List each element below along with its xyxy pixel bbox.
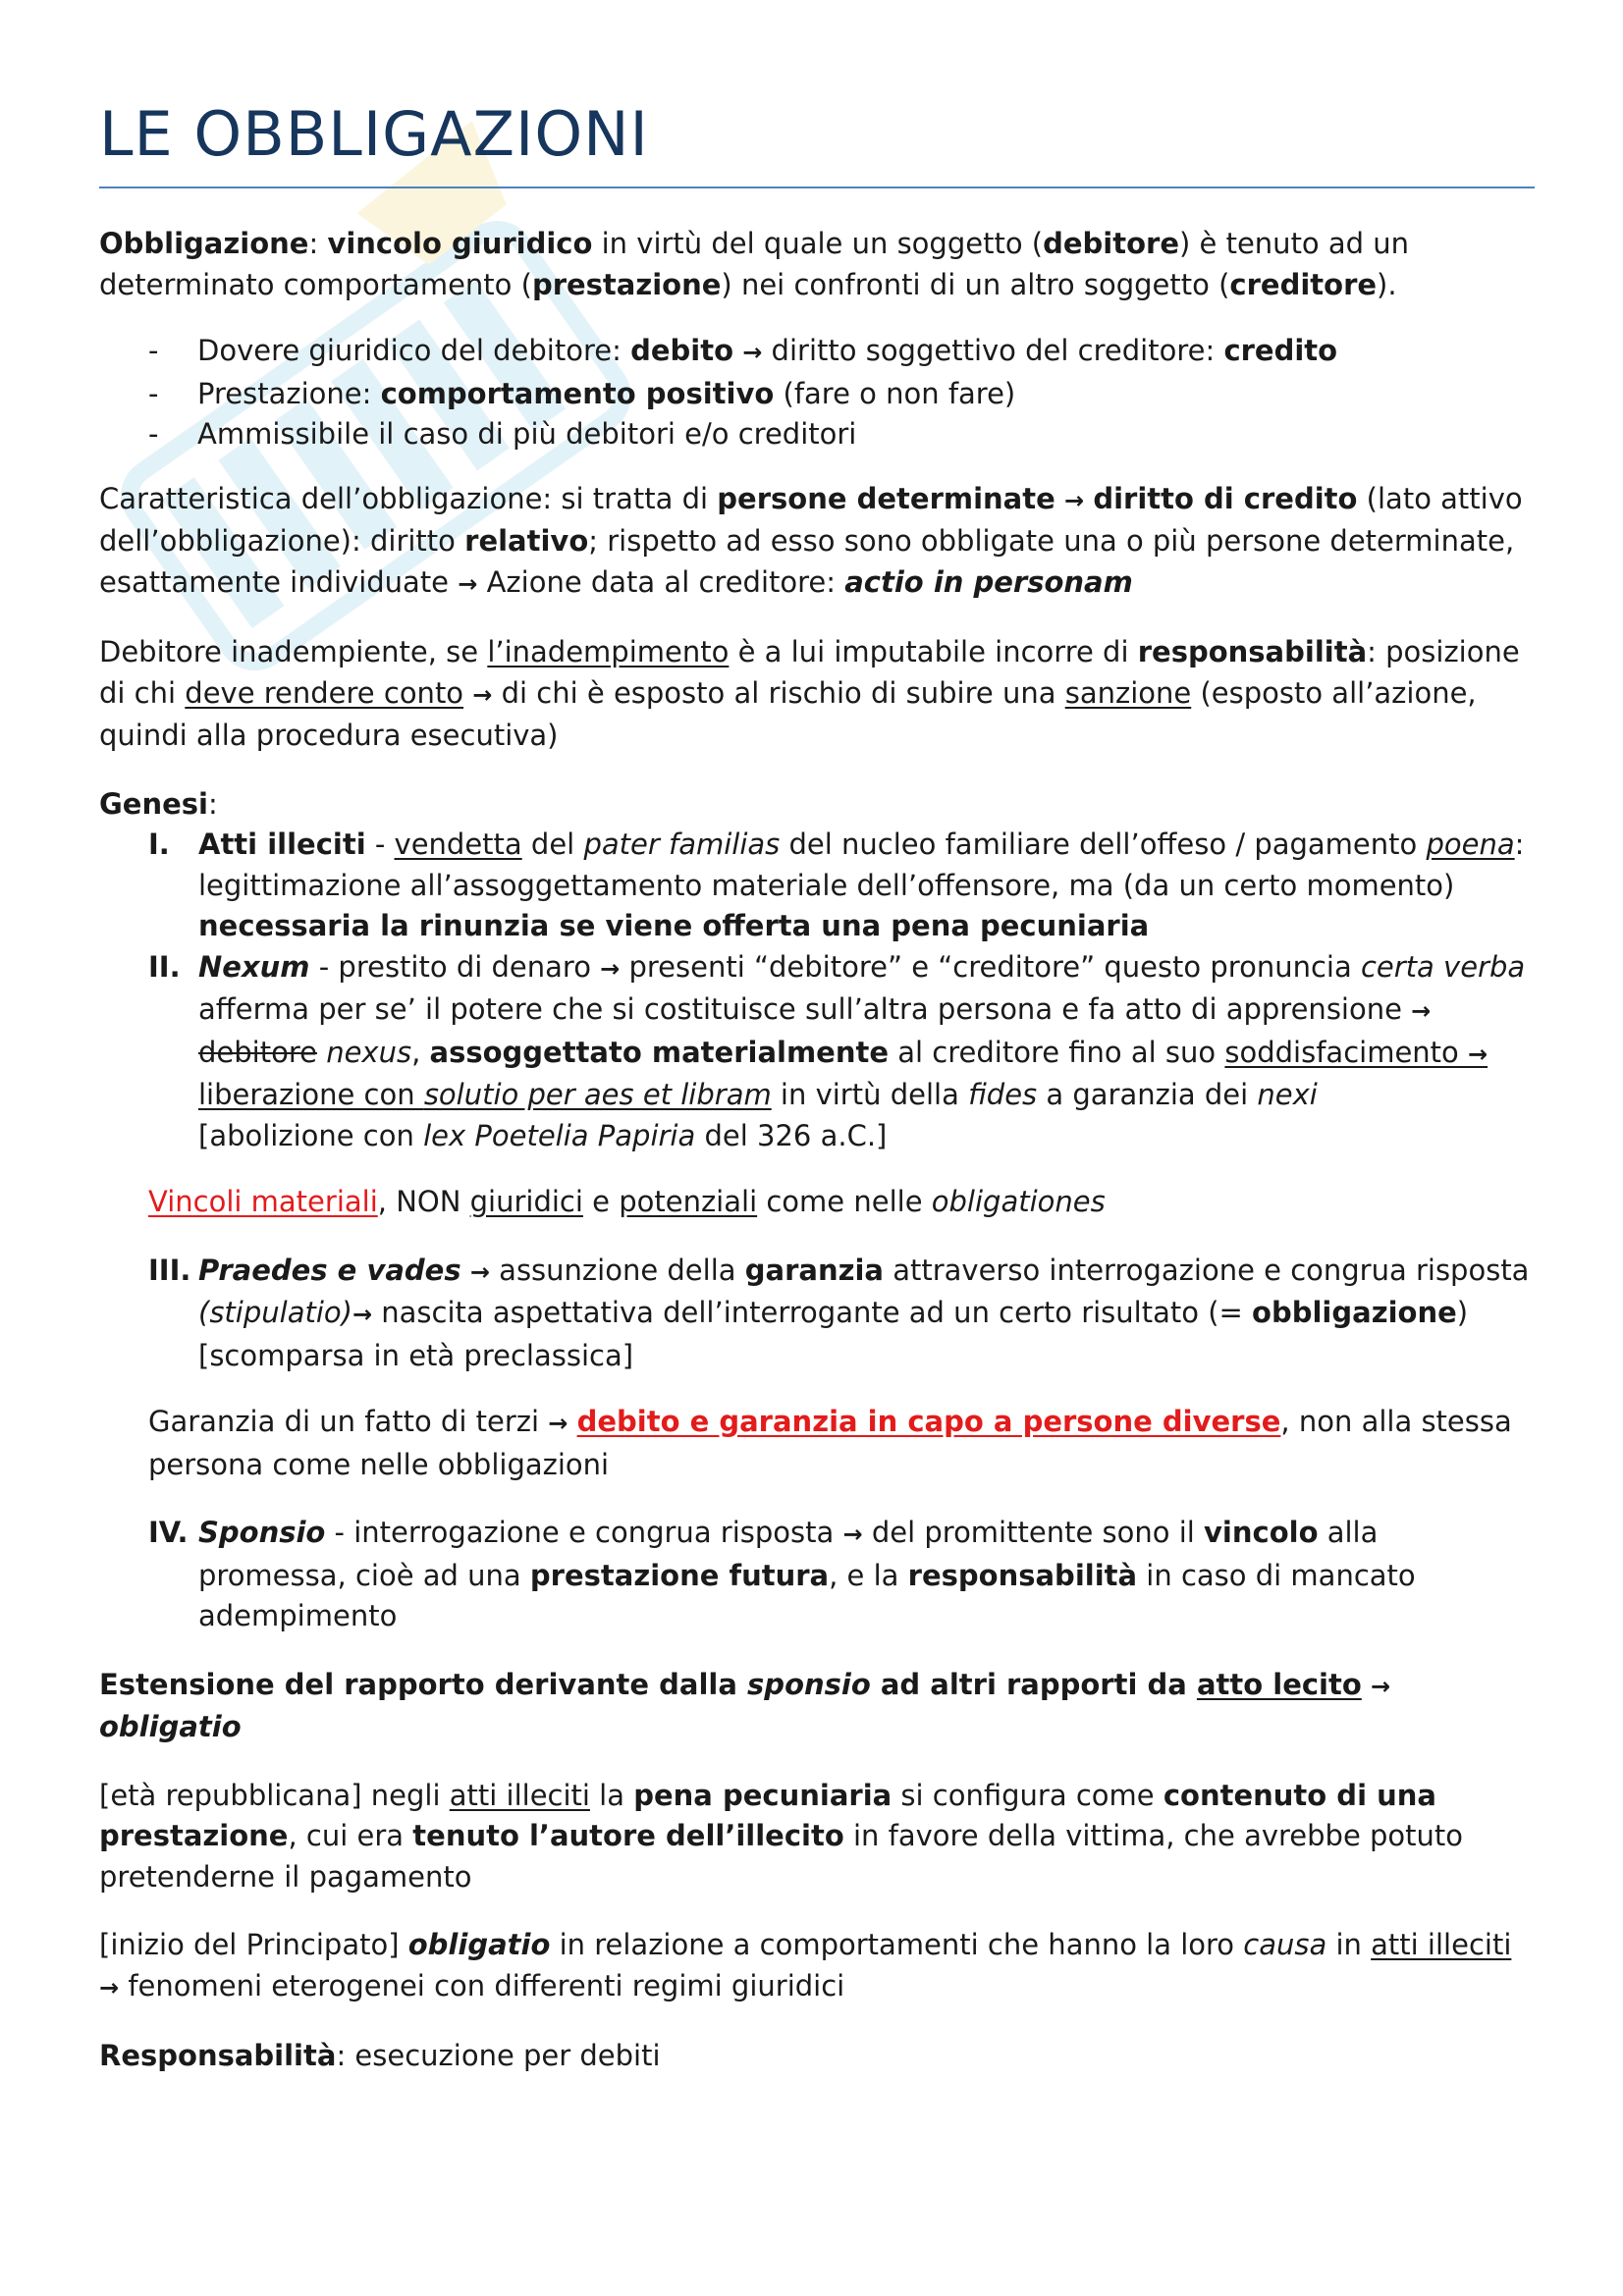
genesi-item-4	[99, 1513, 1535, 1637]
term-obligatio: obligatio	[407, 1928, 551, 1961]
term-nexi: nexi	[1257, 1078, 1318, 1111]
arrow-right-icon: →	[548, 1410, 568, 1437]
term-pater-familias: pater familias	[583, 828, 781, 861]
text: al creditore fino al suo	[889, 1035, 1225, 1069]
term-soddisfacimento: soddisfacimento	[1224, 1035, 1469, 1069]
text: : posizione di chi	[99, 635, 1520, 710]
term-debito-e-garanzia: debito e garanzia in capo a persone diverse	[576, 1405, 1281, 1438]
item-number: II.	[148, 949, 181, 984]
item-number: III.	[148, 1253, 191, 1287]
term-solutio-per-aes-et-libram: solutio per aes et libram	[423, 1078, 772, 1111]
term-sanzione: sanzione	[1064, 675, 1192, 710]
term-vincoli-materiali: Vincoli materiali	[148, 1185, 378, 1218]
text: Dovere giuridico del debitore:	[197, 334, 631, 367]
text: si configura come	[892, 1778, 1163, 1812]
item-number: IV.	[148, 1516, 189, 1549]
genesi-heading	[99, 784, 1535, 826]
text: -	[365, 828, 395, 861]
term-causa: causa	[1243, 1928, 1327, 1961]
text: : legittimazione all’assoggettamento materiale dell’offensore, ma (da un certo momento)	[198, 828, 1525, 902]
term-credito: credito	[1223, 334, 1338, 367]
term-autore-illecito: tenuto l’autore dell’illecito	[412, 1819, 844, 1852]
term-responsabilita: Responsabilità	[99, 2039, 337, 2072]
arrow-right-icon: →	[99, 1973, 120, 2002]
title-divider	[99, 187, 1535, 188]
text: - prestito di denaro	[309, 949, 601, 984]
term-atti-illeciti: Atti illeciti	[198, 828, 366, 861]
term-obligationes: obligationes	[931, 1185, 1106, 1218]
item-number: I.	[148, 828, 170, 861]
struck-debitore: debitore	[198, 1035, 317, 1069]
responsabilita-paragraph	[99, 2036, 1535, 2077]
genesi-item-3	[99, 1251, 1535, 1377]
text: :	[208, 786, 218, 821]
term-praedes-e-vades: Praedes e vades	[198, 1253, 461, 1287]
text: ) è tenuto ad un determinato comportamento (	[99, 227, 1410, 301]
text: alla promessa, cioè ad una	[198, 1516, 1379, 1592]
text: ad altri rapporti da	[870, 1667, 1197, 1701]
term-obligatio: obligatio	[99, 1710, 242, 1743]
genesi-label: Genesi	[99, 786, 208, 821]
arrow-right-icon: →	[1468, 1040, 1488, 1068]
text: del promittente sono il	[862, 1516, 1205, 1549]
definition-bullets	[99, 331, 1535, 455]
arrow-right-icon: →	[842, 1521, 863, 1548]
text: Caratteristica dell’obbligazione: si tratta di	[99, 481, 718, 515]
text: : esecuzione per debiti	[336, 2039, 661, 2072]
term-potenziali: potenziali	[619, 1185, 758, 1218]
text: Debitore inadempiente, se	[99, 635, 488, 668]
arrow-right-icon: →	[458, 569, 478, 598]
text: in caso di mancato adempimento	[198, 1558, 1416, 1632]
text: )	[1456, 1296, 1469, 1329]
text: nascita aspettativa dell’interrogante ad un certo risultato (=	[372, 1296, 1253, 1329]
text: , e la	[829, 1558, 908, 1592]
term-deve-rendere-conto: deve rendere conto	[185, 675, 464, 710]
responsibility-paragraph	[99, 632, 1535, 757]
term-persone-determinate: persone determinate	[717, 481, 1055, 515]
term-atti-illeciti: atti illeciti	[1371, 1928, 1512, 1961]
term-debito: debito	[630, 334, 734, 367]
vincoli-paragraph	[99, 1182, 1535, 1223]
text: Prestazione:	[197, 376, 381, 410]
list-item	[99, 374, 1535, 415]
term-debitore: debitore	[1043, 227, 1179, 260]
text: (esposto all’azione, quindi alla procedura esecutiva)	[99, 675, 1477, 752]
item-text	[198, 947, 1535, 1157]
term-obbligazione: Obbligazione	[99, 227, 309, 260]
text: (lato attivo dell’obbligazione): diritto	[99, 481, 1523, 558]
term-certa-verba: certa verba	[1360, 949, 1526, 984]
text: a garanzia dei	[1037, 1078, 1258, 1111]
term-poena: poena	[1426, 828, 1515, 861]
text: ; rispetto ad esso sono obbligate una o più persone determinate, esattamente individuate	[99, 524, 1515, 599]
term-responsabilita: responsabilità	[1137, 635, 1368, 668]
text: Estensione del rapporto derivante dalla	[99, 1667, 748, 1701]
term-sponsio: Sponsio	[198, 1516, 326, 1549]
list-item	[99, 331, 1535, 374]
term-assoggettato-materialmente: assoggettato materialmente	[429, 1035, 890, 1069]
document-body	[99, 224, 1535, 2105]
arrow-right-icon: →	[469, 1257, 490, 1286]
arrow-right-icon: →	[742, 339, 763, 366]
term-inadempimento: l’inadempimento	[487, 635, 730, 668]
text: di chi è esposto al rischio di subire una	[492, 675, 1065, 710]
text: in relazione a comportamenti che hanno la loro	[550, 1928, 1244, 1961]
term-fides: fides	[968, 1078, 1038, 1111]
text: diritto soggettivo del creditore:	[762, 334, 1224, 367]
text: [scomparsa in età preclassica]	[198, 1338, 634, 1372]
text: , NON	[377, 1185, 470, 1218]
text: Azione data al creditore:	[477, 564, 845, 599]
arrow-right-icon: →	[352, 1301, 373, 1328]
arrow-right-icon: →	[1371, 1672, 1391, 1700]
spacer	[99, 1156, 1535, 1182]
genesi-item-2	[99, 947, 1535, 1157]
text: afferma per se’ il potere che si costituisce sull’altra persona e fa atto di apprensione	[198, 992, 1412, 1026]
text: [abolizione con	[198, 1118, 424, 1152]
term-prestazione-futura: prestazione futura	[529, 1558, 830, 1592]
term-actio-in-personam: actio in personam	[844, 564, 1133, 599]
text: fenomeni eterogenei con differenti regimi giuridici	[119, 1968, 845, 2002]
text: liberazione con	[198, 1078, 424, 1111]
spacer	[99, 1376, 1535, 1402]
arrow-right-icon: →	[472, 680, 493, 709]
item-text	[198, 825, 1535, 947]
text	[317, 1036, 326, 1069]
text: in favore della vittima, che avrebbe potuto pretenderne il pagamento	[99, 1819, 1464, 1894]
term-creditore: creditore	[1229, 267, 1378, 301]
term-vincolo-giuridico: vincolo giuridico	[327, 227, 593, 260]
garanzia-paragraph	[99, 1402, 1535, 1485]
characteristic-paragraph	[99, 479, 1535, 606]
text: ).	[1377, 267, 1397, 301]
text: del	[521, 828, 584, 861]
text: ,	[411, 1035, 430, 1069]
term-obbligazione: obbligazione	[1252, 1296, 1457, 1329]
term-diritto-di-credito: diritto di credito	[1093, 481, 1358, 515]
term-garanzia: garanzia	[744, 1253, 884, 1287]
text: Ammissibile il caso di più debitori e/o creditori	[197, 417, 857, 451]
text: la	[589, 1778, 634, 1812]
term-sponsio: sponsio	[747, 1667, 871, 1701]
text: [inizio del Principato]	[99, 1928, 408, 1961]
arrow-right-icon: →	[1064, 486, 1085, 514]
text: attraverso interrogazione e congrua risposta	[883, 1253, 1530, 1287]
text: in virtù del quale un soggetto (	[592, 227, 1044, 260]
term-vendetta: vendetta	[394, 828, 522, 861]
term-vincolo: vincolo	[1204, 1516, 1319, 1549]
text: [età repubblicana] negli	[99, 1778, 450, 1812]
definition-paragraph	[99, 224, 1535, 305]
text: , non alla stessa persona come nelle obbligazioni	[148, 1405, 1512, 1481]
term-responsabilita: responsabilità	[907, 1558, 1138, 1592]
text: ) nei confronti di un altro soggetto (	[721, 267, 1230, 301]
text: presenti “debitore” e “creditore” questo pronuncia	[620, 949, 1361, 984]
text: e	[582, 1185, 620, 1218]
term-nexum: Nexum	[198, 949, 310, 984]
arrow-right-icon: →	[600, 954, 621, 983]
genesi-item-1	[99, 825, 1535, 947]
text: assunzione della	[489, 1253, 745, 1287]
text: - interrogazione e congrua risposta	[325, 1516, 843, 1549]
item-text	[198, 1251, 1535, 1377]
text: del 326 a.C.]	[695, 1118, 888, 1152]
text: :	[308, 227, 328, 260]
principato-paragraph	[99, 1925, 1535, 2008]
page-title: LE OBBLIGAZIONI	[99, 98, 649, 170]
estensione-heading	[99, 1665, 1535, 1748]
text: Garanzia di un fatto di terzi	[148, 1405, 549, 1438]
text: in virtù della	[771, 1078, 969, 1111]
term-lex-poetelia-papiria: lex Poetelia Papiria	[423, 1118, 696, 1152]
text: è a lui imputabile incorre di	[729, 635, 1138, 668]
text: come nelle	[757, 1185, 932, 1218]
repubblicana-paragraph	[99, 1776, 1535, 1898]
item-text	[198, 1513, 1535, 1637]
term-pena-pecuniaria: pena pecuniaria	[633, 1778, 893, 1812]
term-nexus: nexus	[326, 1035, 412, 1069]
term-giuridici: giuridici	[469, 1185, 583, 1218]
term-rinunzia: necessaria la rinunzia se viene offerta una pena pecuniaria	[198, 909, 1150, 942]
term-comportamento-positivo: comportamento positivo	[380, 376, 775, 410]
arrow-right-icon: →	[1411, 997, 1432, 1025]
text: in	[1326, 1928, 1372, 1961]
text: del nucleo familiare dell’offeso / pagamento	[780, 828, 1427, 861]
term-atto-lecito: atto lecito	[1196, 1667, 1362, 1701]
term-relativo: relativo	[464, 524, 589, 558]
text: , cui era	[288, 1819, 413, 1852]
list-item	[99, 414, 1535, 455]
term-stipulatio: (stipulatio)	[198, 1296, 352, 1329]
text: (fare o non fare)	[774, 376, 1016, 410]
term-contenuto-prestazione: contenuto di una prestazione	[99, 1778, 1436, 1852]
term-atti-illeciti: atti illeciti	[449, 1778, 590, 1812]
term-prestazione: prestazione	[531, 267, 722, 301]
